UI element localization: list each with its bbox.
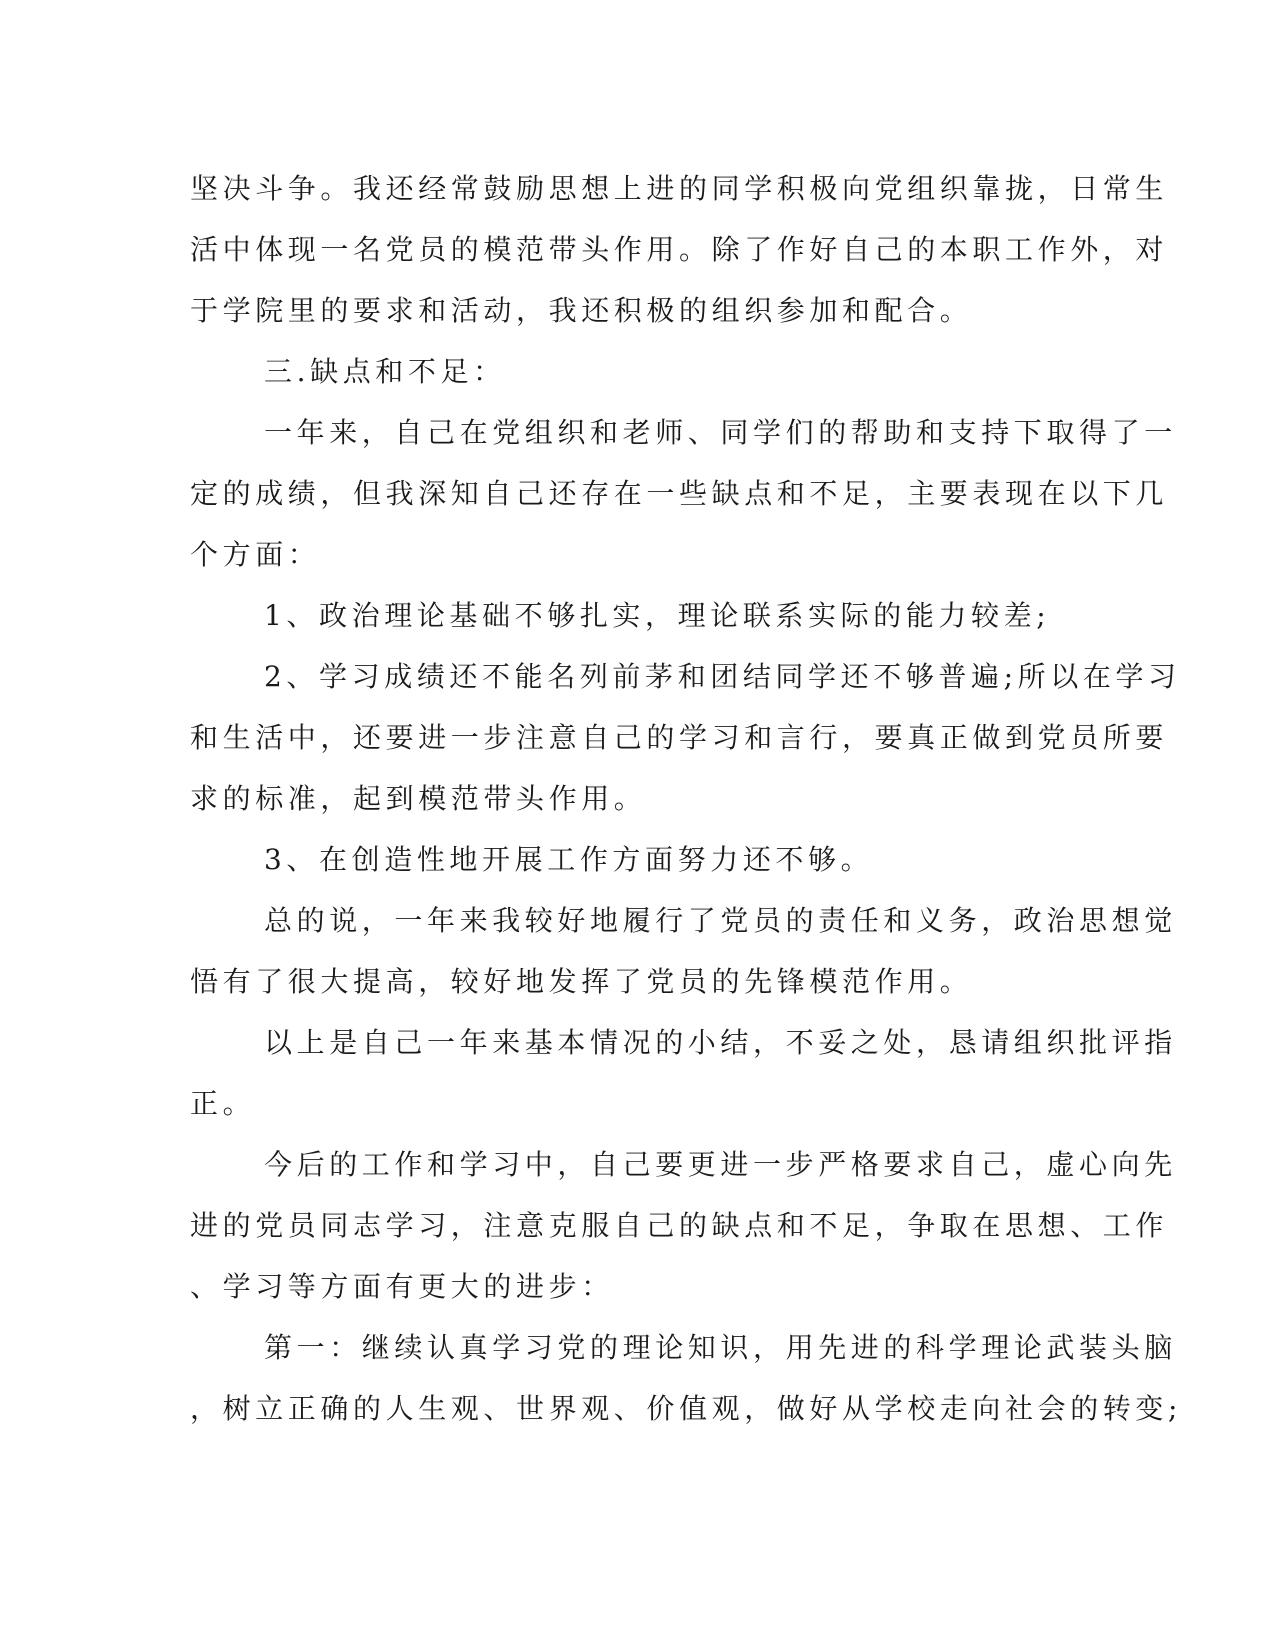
text-line: 悟有了很大提高，较好地发挥了党员的先锋模范作用。 — [190, 965, 973, 998]
list-item-1: 1、政治理论基础不够扎实，理论联系实际的能力较差; — [264, 599, 1051, 632]
list-item-3: 3、在创造性地开展工作方面努力还不够。 — [264, 843, 874, 876]
text-line: 正。 — [190, 1087, 256, 1120]
document-body — [190, 158, 1183, 1439]
text-line: 定的成绩，但我深知自己还存在一些缺点和不足，主要表现在以下几 — [190, 477, 1169, 510]
text-line: 和生活中，还要进一步注意自己的学习和言行，要真正做到党员所要 — [190, 721, 1169, 754]
text-line: 以上是自己一年来基本情况的小结，不妥之处，恳请组织批评指 — [264, 1026, 1177, 1059]
text-line: 进的党员同志学习，注意克服自己的缺点和不足，争取在思想、工作 — [190, 1209, 1169, 1242]
text-line: 总的说，一年来我较好地履行了党员的责任和义务，政治思想觉 — [264, 904, 1177, 937]
text-line: 、学习等方面有更大的进步： — [190, 1270, 614, 1303]
section-heading: 三.缺点和不足： — [264, 355, 506, 388]
text-line: 求的标准，起到模范带头作用。 — [190, 782, 647, 815]
text-line: 于学院里的要求和活动，我还积极的组织参加和配合。 — [190, 294, 973, 327]
text-line: 坚决斗争。我还经常鼓励思想上进的同学积极向党组织靠拢，日常生 — [190, 172, 1169, 205]
text-line: ，树立正确的人生观、世界观、价值观，做好从学校走向社会的转变; — [190, 1392, 1183, 1425]
text-line: 第一：继续认真学习党的理论知识，用先进的科学理论武装头脑 — [264, 1331, 1177, 1364]
text-line: 个方面： — [190, 538, 321, 571]
list-item-2: 2、学习成绩还不能名列前茅和团结同学还不够普遍;所以在学习 — [264, 660, 1181, 693]
text-line: 一年来，自己在党组织和老师、同学们的帮助和支持下取得了一 — [264, 416, 1177, 449]
text-line: 活中体现一名党员的模范带头作用。除了作好自己的本职工作外，对 — [190, 233, 1169, 266]
text-line: 今后的工作和学习中，自己要更进一步严格要求自己，虚心向先 — [264, 1148, 1177, 1181]
